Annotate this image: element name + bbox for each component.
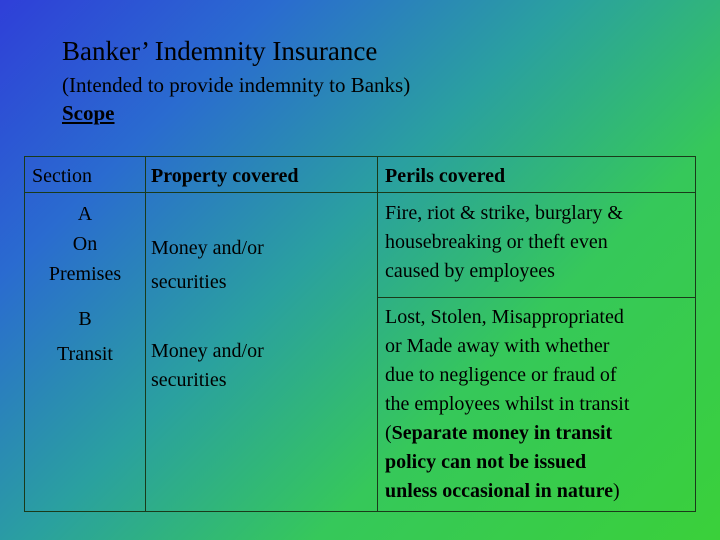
header-perils: Perils covered (385, 165, 506, 187)
row-a-property-line: securities (151, 271, 227, 293)
row-a-property (151, 231, 264, 299)
scope-heading: Scope (62, 101, 115, 125)
row-b-note-line (385, 419, 629, 448)
row-b-note-line (385, 477, 629, 506)
row-b-perils (385, 303, 629, 506)
note-text: Separate money in transit (391, 422, 613, 444)
row-a-section-letter: A (77, 203, 93, 225)
row-b-section (25, 302, 145, 372)
column-divider (377, 157, 378, 511)
note-text: unless occasional in nature (385, 480, 613, 502)
row-a-perils (385, 199, 623, 286)
row-a-perils-line: Fire, riot & strike, burglary & (385, 202, 623, 224)
row-b-property (151, 337, 264, 395)
row-b-perils-line: due to negligence or fraud of (385, 364, 617, 386)
row-b-note-line: policy can not be issued (385, 451, 587, 473)
column-divider (145, 157, 146, 511)
header-section: Section (32, 165, 92, 187)
row-a-property-line: Money and/or (151, 237, 264, 259)
row-b-perils-line: Lost, Stolen, Misappropriated (385, 306, 624, 328)
row-b-section-line: Transit (57, 343, 113, 365)
header-divider (25, 192, 695, 193)
header-property: Property covered (151, 165, 299, 187)
slide-title: Banker’ Indemnity Insurance (62, 36, 378, 66)
row-a-section-line: Premises (48, 263, 122, 285)
row-b-section-letter: B (78, 308, 92, 330)
coverage-table (24, 156, 696, 512)
note-paren-open: ( (385, 422, 392, 444)
note-paren-close: ) (613, 480, 620, 502)
row-b-perils-line: or Made away with whether (385, 335, 610, 357)
row-a-perils-line: caused by employees (385, 260, 555, 282)
row-a-section (25, 199, 145, 289)
row-a-perils-line: housebreaking or theft even (385, 231, 608, 253)
row-b-perils-line: the employees whilst in transit (385, 393, 630, 415)
row-a-section-line: On (72, 233, 98, 255)
slide-subtitle: (Intended to provide indemnity to Banks) (62, 73, 411, 97)
row-divider (377, 297, 695, 298)
row-b-property-line: securities (151, 369, 227, 391)
row-b-property-line: Money and/or (151, 340, 264, 362)
